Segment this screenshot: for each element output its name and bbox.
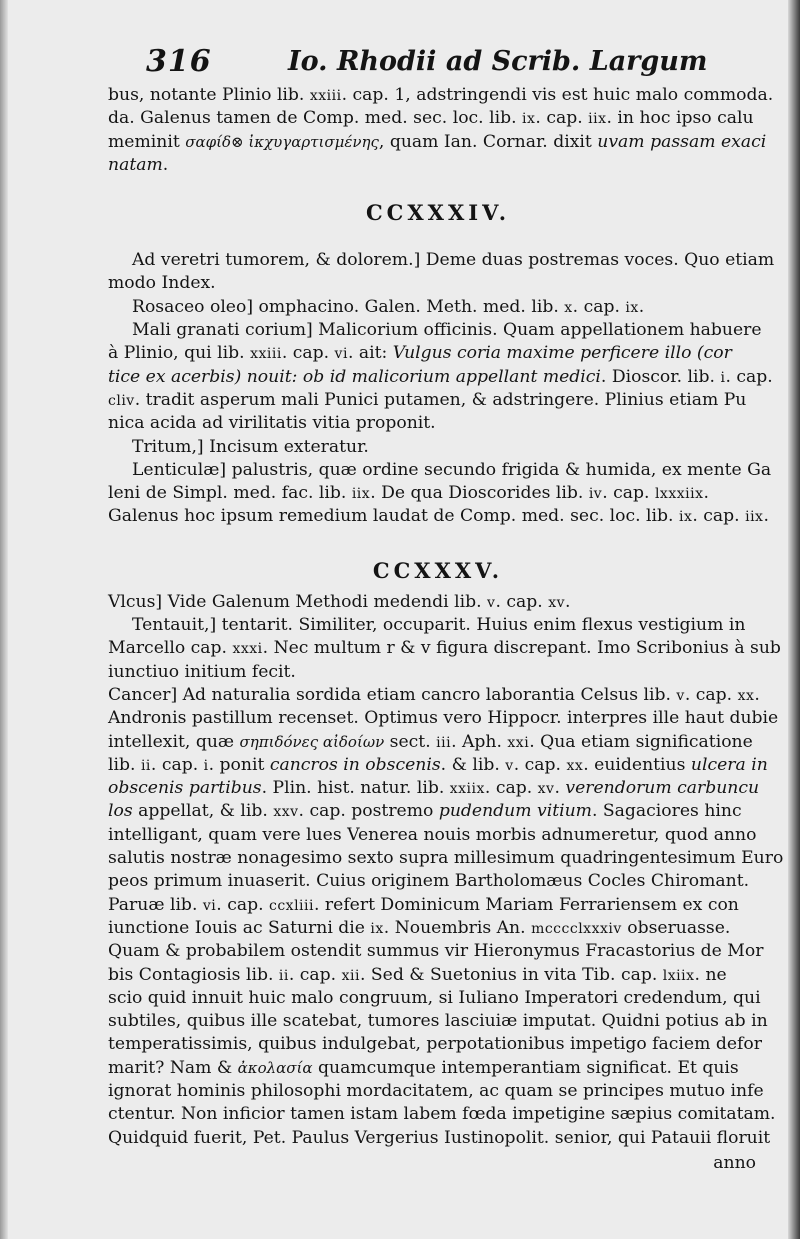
greek-text: σηπιδόνες αἰδοίων <box>239 732 385 751</box>
text-run: Tritum,] Incisum exteratur. <box>132 436 369 457</box>
text-line <box>108 894 768 917</box>
text-run: . <box>703 483 709 504</box>
page-gutter-shadow <box>0 0 8 1239</box>
text-run: nica acida ad virilitatis vitia proponit. <box>108 413 436 434</box>
italic-text: natam <box>108 154 163 175</box>
text-run: ix <box>370 920 384 937</box>
text-run: à Plinio, qui lib. <box>108 343 251 364</box>
text-run: . & lib. <box>440 754 506 775</box>
text-run: . cap. <box>150 754 204 775</box>
text-line <box>108 131 768 154</box>
text-run: ccxliii <box>269 897 314 914</box>
text-run: iix <box>745 509 764 526</box>
text-line <box>108 1103 776 1126</box>
text-run: v <box>505 757 514 774</box>
text-run: xx <box>737 687 755 704</box>
text-line <box>108 614 768 637</box>
text-run: iunctiuo initium fecit. <box>108 661 296 682</box>
text-run: meminit <box>108 131 186 152</box>
text-line <box>108 505 768 528</box>
text-run: . cap. <box>684 684 738 705</box>
text-run: x <box>564 299 573 316</box>
text-run: iix <box>351 486 371 503</box>
text-line <box>108 1033 768 1056</box>
text-run: v <box>676 687 685 704</box>
text-line <box>108 389 768 412</box>
text-line <box>108 824 768 847</box>
text-run: obseruasse. <box>621 917 731 938</box>
text-run: leni de Simpl. med. fac. lib. <box>108 483 352 504</box>
text-line <box>108 154 768 177</box>
text-run: ii <box>140 757 151 774</box>
text-line <box>108 591 768 614</box>
text-run: . <box>162 154 169 175</box>
text-run: . <box>565 591 571 612</box>
text-line <box>108 777 768 800</box>
text-run: xxxi <box>232 641 263 658</box>
text-run: . ne <box>694 964 727 985</box>
text-run: salutis nostræ nonagesimo sexto supra millesimum quadringentesimum Euro <box>108 848 784 869</box>
italic-text: cancros in obscenis <box>269 754 441 775</box>
text-line <box>108 296 768 319</box>
text-run: quamcumque intemperantiam significat. Et quis <box>312 1057 739 1078</box>
text-run: iv <box>588 486 603 503</box>
text-line <box>108 1057 768 1080</box>
text-run: bis Contagiosis lib. <box>108 964 279 985</box>
text-run: v <box>487 594 496 611</box>
text-run: da. Galenus tamen de Comp. med. sec. loc. lib. <box>108 108 523 129</box>
text-run: modo Index. <box>108 273 216 294</box>
text-line <box>108 754 768 777</box>
text-run: . Aph. <box>451 731 508 752</box>
text-run: xxiii <box>250 346 282 363</box>
text-run: mcccclxxxiv <box>531 920 622 937</box>
text-line <box>108 637 781 660</box>
text-run: lib. <box>108 754 141 775</box>
text-run: ctentur. Non inficior tamen istam labem fœda impetigine sæpius comitatam. <box>108 1104 776 1125</box>
italic-text: Vulgus coria maxime perficere illo (cor <box>392 343 732 364</box>
text-run: . Dioscor. lib. <box>600 366 721 387</box>
text-run: sect. <box>384 731 437 752</box>
italic-text: tice ex acerbis) nouit: ob id malicorium appellant medici <box>108 366 601 387</box>
text-run: Galenus hoc ipsum remedium laudat de Comp. med. sec. loc. lib. <box>108 506 679 527</box>
text-run: . cap. <box>602 483 655 504</box>
text-run: . cap. <box>216 894 269 915</box>
text-line <box>108 342 768 365</box>
text-run: intelligant, quam vere lues Venerea nouis morbis adnumeretur, quod anno <box>108 824 757 845</box>
text-run: Ad veretri tumorem, & dolorem.] Deme duas postremas voces. Quo etiam <box>132 250 775 271</box>
text-line <box>108 436 768 459</box>
text-run: . Sed & Suetonius in vita Tib. cap. <box>359 964 663 985</box>
text-line <box>108 707 779 730</box>
section-heading-ccxxxiv: CCXXXIV. <box>365 200 511 226</box>
text-run: . cap. <box>484 778 538 799</box>
text-run: . Nouembris An. <box>383 917 532 938</box>
text-run: Vlcus] Vide Galenum Methodi medendi lib. <box>108 591 488 612</box>
text-line <box>108 847 784 870</box>
text-run: ignorat hominis philosophi mordacitatem, ac quam se principes mutuo infe <box>108 1080 764 1101</box>
text-run: Marcello cap. <box>108 638 233 659</box>
text-line <box>108 319 768 342</box>
text-run: marit? Nam & <box>108 1057 238 1078</box>
text-run: . cap. <box>725 366 773 387</box>
text-run: ix <box>678 509 693 526</box>
text-line <box>108 684 768 707</box>
text-line <box>108 964 768 987</box>
text-run: . <box>754 684 760 705</box>
text-run: i <box>720 369 726 386</box>
text-run: iix <box>588 111 607 128</box>
text-line <box>108 249 775 272</box>
body-text <box>108 84 784 1150</box>
text-run: . De qua Dioscorides lib. <box>370 483 589 504</box>
text-line <box>108 917 768 940</box>
text-run: . <box>554 778 566 799</box>
text-run: . cap. postremo <box>298 801 439 822</box>
text-run: Mali granati corium] Malicorium officinis. Quam appellationem habuere <box>132 320 762 341</box>
text-run: intellexit, quæ <box>108 731 240 752</box>
text-block <box>108 42 784 1176</box>
text-line <box>108 800 768 823</box>
text-run: . tradit asperum mali Punici putamen, & adstringere. Plinius etiam Pu <box>134 389 747 410</box>
text-run: . Qua etiam significatione <box>529 731 753 752</box>
text-run: Andronis pastillum recenset. Optimus vero Hippocr. interpres ille haut dubie <box>108 708 779 729</box>
text-run: . <box>638 296 645 317</box>
catchword: anno <box>713 1152 756 1173</box>
text-run: temperatissimis, quibus indulgebat, perpotationibus impetigo faciem defor <box>108 1034 762 1055</box>
italic-text: ulcera in <box>690 754 768 775</box>
text-run: ix <box>625 299 639 316</box>
text-run: . euidentius <box>583 754 691 775</box>
text-run: . cap. <box>288 964 342 985</box>
italic-text: obscenis partibus <box>108 778 262 799</box>
text-run: . refert Dominicum Mariam Ferrariensem ex con <box>314 894 739 915</box>
text-run: peos primum inuaserit. Cuius originem Bartholomæus Cocles Chiromant. <box>108 871 750 892</box>
text-run: xxiix <box>449 781 485 798</box>
text-line <box>108 459 772 482</box>
text-run: . cap. <box>692 506 746 527</box>
text-line <box>108 1080 768 1103</box>
text-run: appellat, & lib. <box>132 801 274 822</box>
text-line <box>108 1010 768 1033</box>
text-run: lxiix <box>662 967 695 984</box>
text-run: vi <box>334 346 348 363</box>
text-run: xxv <box>273 804 299 821</box>
text-line <box>108 272 768 295</box>
text-line <box>108 482 768 505</box>
text-run: xxiii <box>309 88 342 104</box>
italic-text: uvam passam exaci <box>597 131 767 152</box>
text-run: . in hoc ipso calu <box>606 108 754 129</box>
text-run: ix <box>522 111 536 128</box>
text-run: . cap. <box>513 754 567 775</box>
page-edge-shadow <box>788 0 800 1239</box>
text-run: iii <box>436 734 452 751</box>
text-run: . <box>763 506 769 527</box>
text-line <box>108 366 773 389</box>
text-run: xv <box>548 594 566 611</box>
text-run: Cancer] Ad naturalia sordida etiam cancro laborantia Celsus lib. <box>108 684 677 705</box>
text-run: Quam & probabilem ostendit summus vir Hieronymus Fracastorius de Mor <box>108 941 764 962</box>
greek-text: ἀκολασία <box>237 1058 313 1077</box>
text-run: xv <box>537 781 555 798</box>
text-run: bus, notante Plinio lib. <box>108 85 310 105</box>
text-line <box>108 1127 771 1150</box>
text-line <box>108 731 768 754</box>
text-run: . cap. <box>572 296 626 317</box>
italic-text: los <box>108 801 133 822</box>
text-run: iunctione Iouis ac Saturni die <box>108 917 371 938</box>
text-run: xii <box>341 967 360 984</box>
text-run: . cap. <box>281 343 335 364</box>
text-line <box>108 84 774 107</box>
text-run: Rosaceo oleo] omphacino. Galen. Meth. med. lib. <box>132 296 565 317</box>
text-line <box>108 412 768 435</box>
text-run: , quam Ian. Cornar. dixit <box>378 131 598 152</box>
text-run: Lenticulæ] palustris, quæ ordine secundo frigida & humida, ex mente Ga <box>132 459 772 480</box>
text-run: i <box>203 757 209 774</box>
text-run: Tentauit,] tentarit. Similiter, occuparit. Huius enim flexus vestigium in <box>132 615 746 636</box>
text-line <box>108 940 768 963</box>
text-run: . cap. <box>535 108 589 129</box>
text-run: . cap. 1, adstringendi vis est huic malo commoda. <box>341 85 774 105</box>
text-run: cliv <box>108 392 135 409</box>
text-run: scio quid innuit huic malo congruum, si Iuliano Imperatori credendum, qui <box>108 987 761 1008</box>
text-run: . cap. <box>495 591 549 612</box>
text-run: Quidquid fuerit, Pet. Paulus Vergerius Iustinopolit. senior, qui Patauii floruit <box>108 1127 771 1148</box>
text-run: xxi <box>507 734 530 751</box>
text-run: . ponit <box>208 754 270 775</box>
text-run: lxxxiix <box>654 486 704 503</box>
text-run: subtiles, quibus ille scatebat, tumores lasciuiæ imputat. Quidni potius ab in <box>108 1011 768 1032</box>
greek-text: σαφίδ⊗ ἰκχυγαρτισμένης <box>185 132 379 151</box>
text-run: . Nec multum r & v figura discrepant. Imo Scribonius à sub <box>262 638 781 659</box>
text-line <box>108 987 768 1010</box>
text-run: xx <box>566 757 584 774</box>
italic-text: pudendum vitium <box>438 801 592 822</box>
text-run: vi <box>202 897 217 914</box>
text-run: ii <box>278 967 289 984</box>
text-run: Paruæ lib. <box>108 894 203 915</box>
running-title: Io. Rhodii ad Scrib. Largum <box>288 46 708 77</box>
text-run: . Sagaciores hinc <box>591 801 742 822</box>
text-line <box>108 870 768 893</box>
text-run: . ait: <box>347 343 393 364</box>
text-line <box>108 107 768 130</box>
italic-text: verendorum carbuncu <box>565 778 760 799</box>
text-line <box>108 661 768 684</box>
page-number: 316 <box>146 44 212 79</box>
section-heading-ccxxxv: CCXXXV. <box>372 557 504 583</box>
running-header <box>108 42 768 84</box>
text-run: . Plin. hist. natur. lib. <box>261 778 450 799</box>
